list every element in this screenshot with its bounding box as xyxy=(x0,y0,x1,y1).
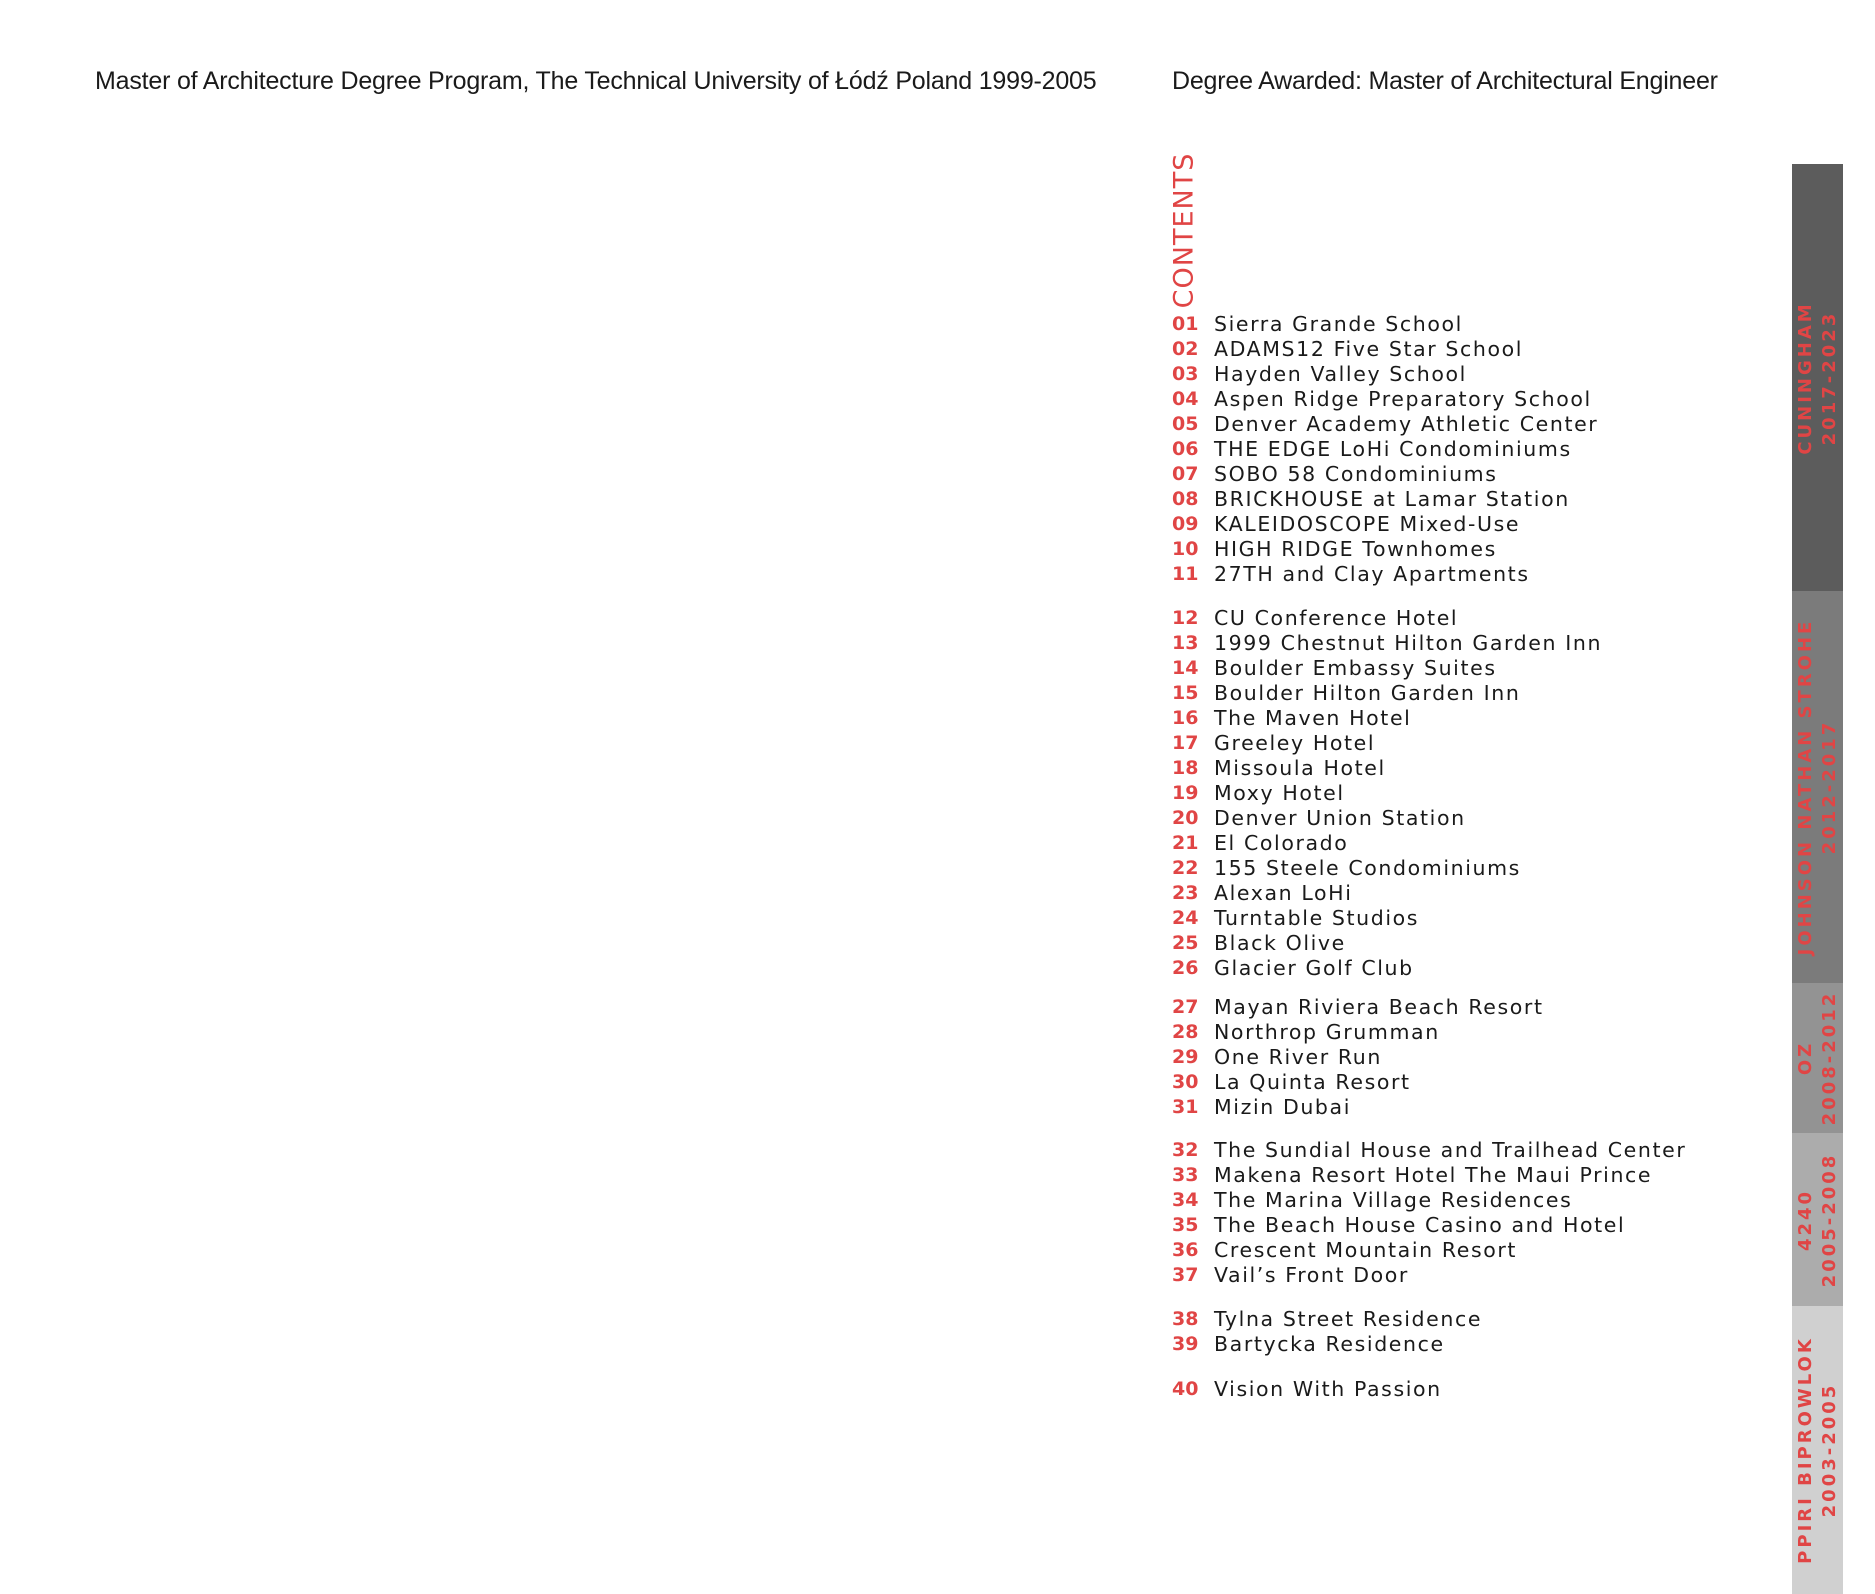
toc-entry-number: 20 xyxy=(1172,806,1199,829)
toc-entry-number: 01 xyxy=(1172,312,1199,335)
toc-entry-number: 37 xyxy=(1172,1263,1199,1286)
toc-entry xyxy=(1172,680,1520,705)
toc-entry-number: 40 xyxy=(1172,1377,1199,1400)
toc-entry xyxy=(1172,1044,1382,1069)
toc-entry-title: Denver Academy Athletic Center xyxy=(1214,411,1599,436)
timeline-firm-name: 4240 xyxy=(1794,1188,1816,1251)
toc-entry-title: HIGH RIDGE Townhomes xyxy=(1214,536,1497,561)
toc-entry-title: Greeley Hotel xyxy=(1214,730,1376,755)
toc-entry-title: Denver Union Station xyxy=(1214,805,1466,830)
toc-entry-title: Makena Resort Hotel The Maui Prince xyxy=(1214,1162,1653,1187)
toc-entry-number: 25 xyxy=(1172,931,1199,954)
timeline-band xyxy=(1792,591,1843,983)
toc-entry-number: 21 xyxy=(1172,831,1199,854)
toc-entry-number: 10 xyxy=(1172,537,1199,560)
toc-entry xyxy=(1172,436,1572,461)
toc-entry-title: 27TH and Clay Apartments xyxy=(1214,561,1530,586)
header-degree: Degree Awarded: Master of Architectural Engineer xyxy=(1172,67,1718,95)
timeline-band-label xyxy=(1794,301,1842,454)
timeline-firm-name: CUNINGHAM xyxy=(1794,300,1816,455)
timeline-band xyxy=(1792,983,1843,1133)
toc-entry-number: 09 xyxy=(1172,512,1199,535)
toc-entry-title: 155 Steele Condominiums xyxy=(1214,855,1521,880)
timeline-band xyxy=(1792,1306,1843,1594)
toc-entry-title: SOBO 58 Condominiums xyxy=(1214,461,1498,486)
toc-entry xyxy=(1172,486,1570,511)
timeline-years: 2005-2008 xyxy=(1818,1152,1840,1287)
toc-entry-title: Tylna Street Residence xyxy=(1214,1306,1483,1331)
timeline-band-label xyxy=(1794,991,1842,1126)
toc-entry-title: Hayden Valley School xyxy=(1214,361,1467,386)
toc-entry-title: Black Olive xyxy=(1214,930,1346,955)
toc-entry-number: 32 xyxy=(1172,1138,1199,1161)
toc-entry xyxy=(1172,1262,1409,1287)
toc-entry-title: Mayan Riviera Beach Resort xyxy=(1214,994,1544,1019)
timeline-firm-name: PPIRI BIPROWLOK xyxy=(1794,1336,1816,1564)
toc-entry-number: 34 xyxy=(1172,1188,1199,1211)
toc-entry xyxy=(1172,336,1523,361)
toc-entry-number: 08 xyxy=(1172,487,1199,510)
toc-entry-title: Moxy Hotel xyxy=(1214,780,1345,805)
toc-entry-number: 06 xyxy=(1172,437,1199,460)
toc-entry xyxy=(1172,1306,1482,1331)
toc-entry-title: Northrop Grumman xyxy=(1214,1019,1440,1044)
toc-entry xyxy=(1172,755,1386,780)
toc-entry-number: 02 xyxy=(1172,337,1199,360)
timeline-band-label xyxy=(1794,619,1842,956)
toc-entry-number: 28 xyxy=(1172,1020,1199,1043)
toc-entry xyxy=(1172,830,1348,855)
toc-entry xyxy=(1172,655,1497,680)
timeline-band-label xyxy=(1794,1152,1842,1287)
toc-entry-number: 31 xyxy=(1172,1095,1199,1118)
toc-entry-number: 23 xyxy=(1172,881,1199,904)
contents-title: CONTENTS xyxy=(1168,152,1200,308)
toc-entry xyxy=(1172,411,1598,436)
toc-entry xyxy=(1172,561,1530,586)
toc-entry-number: 26 xyxy=(1172,956,1199,979)
toc-entry-title: Mizin Dubai xyxy=(1214,1094,1351,1119)
toc-entry-number: 35 xyxy=(1172,1213,1199,1236)
toc-entry-title: The Maven Hotel xyxy=(1214,705,1412,730)
toc-entry xyxy=(1172,805,1466,830)
toc-entry-number: 30 xyxy=(1172,1070,1199,1093)
toc-entry-number: 05 xyxy=(1172,412,1199,435)
toc-entry xyxy=(1172,361,1467,386)
toc-entry-number: 14 xyxy=(1172,656,1199,679)
toc-entry-title: The Beach House Casino and Hotel xyxy=(1214,1212,1626,1237)
toc-entry-number: 04 xyxy=(1172,387,1199,410)
toc-entry xyxy=(1172,855,1521,880)
toc-entry-title: El Colorado xyxy=(1214,830,1349,855)
toc-entry-number: 39 xyxy=(1172,1332,1199,1355)
toc-entry xyxy=(1172,730,1375,755)
toc-entry xyxy=(1172,311,1463,336)
toc-entry-number: 17 xyxy=(1172,731,1199,754)
toc-entry-number: 22 xyxy=(1172,856,1199,879)
toc-entry xyxy=(1172,994,1544,1019)
toc-entry xyxy=(1172,1162,1652,1187)
timeline-firm-name: JOHNSON NATHAN STROHE xyxy=(1794,618,1816,956)
toc-entry-number: 38 xyxy=(1172,1307,1199,1330)
toc-entry-title: CU Conference Hotel xyxy=(1214,605,1459,630)
toc-entry-title: THE EDGE LoHi Condominiums xyxy=(1214,436,1572,461)
timeline-firm-name: OZ xyxy=(1794,1040,1816,1076)
toc-entry xyxy=(1172,780,1345,805)
toc-entry xyxy=(1172,1212,1625,1237)
timeline-band-label xyxy=(1794,1336,1842,1564)
toc-entry xyxy=(1172,1237,1517,1262)
toc-entry-number: 16 xyxy=(1172,706,1199,729)
timeline-band xyxy=(1792,164,1843,591)
toc-entry-number: 13 xyxy=(1172,631,1199,654)
toc-entry xyxy=(1172,1187,1572,1212)
toc-entry-number: 36 xyxy=(1172,1238,1199,1261)
toc-entry-number: 33 xyxy=(1172,1163,1199,1186)
toc-entry-title: KALEIDOSCOPE Mixed-Use xyxy=(1214,511,1521,536)
toc-entry-title: La Quinta Resort xyxy=(1214,1069,1411,1094)
toc-entry xyxy=(1172,880,1353,905)
toc-entry xyxy=(1172,461,1498,486)
toc-entry-title: Boulder Hilton Garden Inn xyxy=(1214,680,1521,705)
toc-entry xyxy=(1172,630,1602,655)
toc-entry xyxy=(1172,1069,1411,1094)
timeline-years: 2003-2005 xyxy=(1818,1382,1840,1518)
toc-entry-number: 11 xyxy=(1172,562,1199,585)
toc-entry-title: Sierra Grande School xyxy=(1214,311,1463,336)
timeline-years: 2012-2017 xyxy=(1818,719,1840,855)
toc-entry-title: Boulder Embassy Suites xyxy=(1214,655,1497,680)
toc-entry xyxy=(1172,1331,1445,1356)
toc-entry-number: 29 xyxy=(1172,1045,1199,1068)
table-of-contents xyxy=(1172,0,1712,1594)
toc-entry-title: The Sundial House and Trailhead Center xyxy=(1214,1137,1687,1162)
toc-entry-title: Alexan LoHi xyxy=(1214,880,1353,905)
toc-entry-number: 07 xyxy=(1172,462,1199,485)
toc-entry xyxy=(1172,1376,1442,1401)
toc-entry-number: 24 xyxy=(1172,906,1199,929)
toc-entry-title: One River Run xyxy=(1214,1044,1382,1069)
toc-entry xyxy=(1172,605,1458,630)
toc-entry-title: Crescent Mountain Resort xyxy=(1214,1237,1518,1262)
toc-entry xyxy=(1172,1137,1686,1162)
toc-entry-number: 27 xyxy=(1172,995,1199,1018)
toc-entry-number: 19 xyxy=(1172,781,1199,804)
toc-entry xyxy=(1172,1019,1440,1044)
toc-entry xyxy=(1172,705,1411,730)
toc-entry-title: Vision With Passion xyxy=(1214,1376,1442,1401)
timeline-years: 2008-2012 xyxy=(1818,990,1840,1126)
toc-entry-title: ADAMS12 Five Star School xyxy=(1214,336,1524,361)
toc-entry-title: Vail’s Front Door xyxy=(1214,1262,1409,1287)
toc-entry-title: Missoula Hotel xyxy=(1214,755,1386,780)
toc-entry xyxy=(1172,905,1419,930)
employment-timeline-sidebar xyxy=(1792,164,1843,1594)
header-program: Master of Architecture Degree Program, The Technical University of Łódź Poland 1999-2005 xyxy=(95,67,1097,95)
toc-entry-number: 03 xyxy=(1172,362,1199,385)
toc-entry xyxy=(1172,386,1592,411)
toc-entry xyxy=(1172,955,1414,980)
timeline-band xyxy=(1792,1133,1843,1306)
toc-entry-title: Bartycka Residence xyxy=(1214,1331,1445,1356)
toc-entry xyxy=(1172,511,1520,536)
toc-entry xyxy=(1172,930,1346,955)
toc-entry-number: 18 xyxy=(1172,756,1199,779)
toc-entry-title: 1999 Chestnut Hilton Garden Inn xyxy=(1214,630,1603,655)
toc-entry-title: Glacier Golf Club xyxy=(1214,955,1414,980)
toc-entry-number: 12 xyxy=(1172,606,1199,629)
toc-entry-title: Aspen Ridge Preparatory School xyxy=(1214,386,1592,411)
toc-entry-number: 15 xyxy=(1172,681,1199,704)
timeline-years: 2017-2023 xyxy=(1818,310,1840,445)
toc-entry-title: BRICKHOUSE at Lamar Station xyxy=(1214,486,1570,511)
toc-entry xyxy=(1172,1094,1351,1119)
toc-entry xyxy=(1172,536,1497,561)
toc-entry-title: The Marina Village Residences xyxy=(1214,1187,1573,1212)
toc-entry-title: Turntable Studios xyxy=(1214,905,1420,930)
